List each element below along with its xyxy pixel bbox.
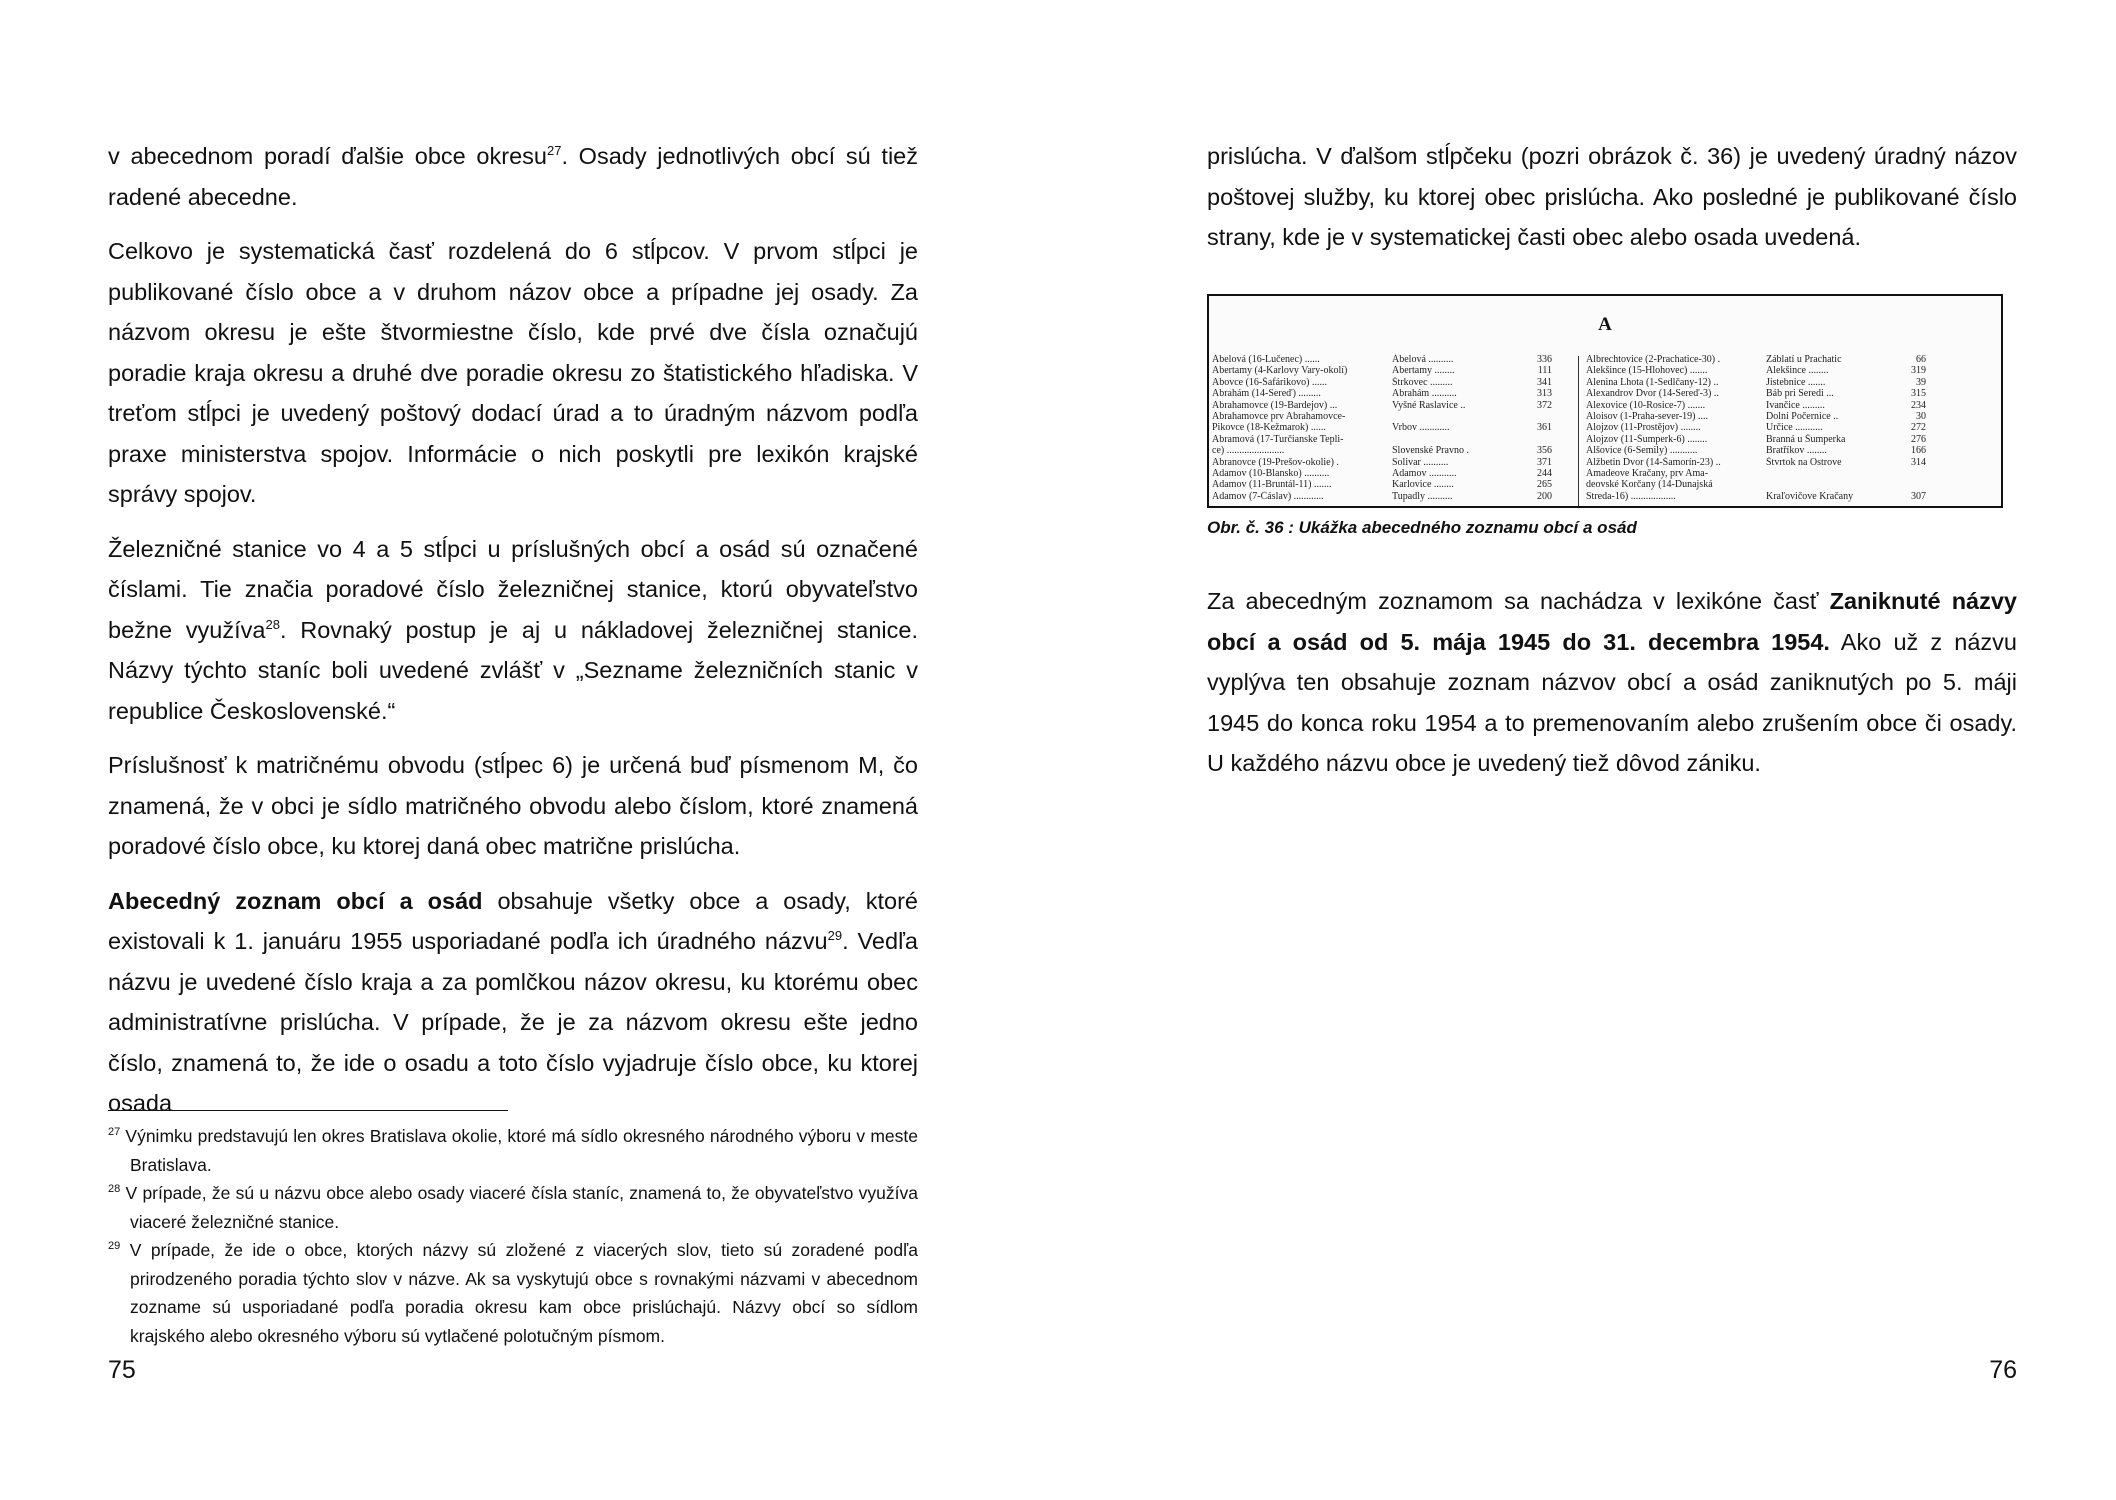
figure-cell-c1: ce) ....................... [1212, 445, 1285, 457]
figure-cell-c3: 265 [1537, 479, 1552, 491]
right-page [1207, 0, 2017, 1500]
figure-cell-c3: 314 [1911, 456, 1926, 468]
footnote-text: V prípade, že ide o obce, ktorých názvy sú zložené z viacerých slov, tieto sú zoradené podľa prirodzeného poradia týchto slov v názve. Ak sa vyskytujú obce s rovnakými názvami v abecednom zozname sú usporiadané podľa poradia okresu kam obce prislúchajú. Názvy obcí so sídlom krajského alebo okresného výboru sú vytlačené polotučným písmom. [129, 1240, 918, 1346]
figure-cell-c1: Adamov (10-Blansko) .......... [1212, 468, 1330, 480]
figure-cell-c3: 272 [1911, 422, 1926, 434]
text-span: . Osady jednotlivých obcí sú tiež radené abecedne. [108, 143, 918, 210]
figure-cell-c3: 200 [1537, 490, 1552, 502]
bold-term: Zaniknuté názvy obcí a osád od 5. mája 1945 do 31. decembra 1954. [1207, 588, 2018, 655]
figure-cell-c2: Slovenské Pravno . [1392, 445, 1469, 457]
figure-row [1212, 388, 1577, 399]
figure-row [1212, 354, 1577, 365]
figure-cell-c2: Abertamy ........ [1392, 365, 1455, 377]
text-span: Železničné stanice vo 4 a 5 stĺpci u príslušných obcí a osád sú označené číslami. Tie značia poradové číslo železničnej stanice, ktorú obyvateľstvo bežne využíva [108, 535, 918, 643]
figure-letter-heading: A [1598, 314, 1612, 335]
text-span: v abecednom poradí ďalšie obce okresu [108, 143, 547, 169]
figure-cell-c3: 336 [1537, 354, 1552, 365]
figure-cell-c2: Dolní Počernice .. [1766, 411, 1839, 423]
figure-cell-c3 [1512, 434, 1552, 445]
figure-cell-c1: Abrahám (14-Sereď) ......... [1212, 388, 1321, 400]
figure-cell-c2: Ivančice ......... [1766, 399, 1825, 411]
figure-cell-c2: Adamov ........... [1392, 468, 1457, 480]
footnotes [108, 1122, 918, 1350]
figure-cell-c2: Abrahám .......... [1392, 388, 1457, 400]
figure-row [1212, 422, 1577, 433]
text-span: Ako už z názvu vyplýva ten obsahuje zoznam názvov obcí a osád zaniknutých po 5. máji 1945 do konca roku 1954 a to premenovaním alebo zrušením obce či osady. U každého názvu obce je uvedený tiež dôvod zániku. [1207, 628, 2017, 776]
figure-cell-c1: Alenina Lhota (1-Sedlčany-12) .. [1586, 376, 1719, 388]
figure-cell-c3: 234 [1911, 399, 1926, 411]
figure-cell-c3 [1886, 468, 1926, 479]
figure-cell-c2 [1766, 479, 1886, 490]
figure-row [1586, 457, 1951, 468]
figure-row [1212, 479, 1577, 490]
figure-row [1586, 445, 1951, 456]
figure-cell-c1: Abrahamovce prv Abrahamovce- [1212, 411, 1346, 423]
footnote-number: 27 [108, 1126, 121, 1139]
text-span: . Rovnaký postup je aj u nákladovej železničnej stanice. Názvy týchto staníc boli uvedené zvlášť v „Seznamе železničních stanic v republice Československé.“ [108, 616, 918, 724]
figure-cell-c1: Amadeove Kračany, prv Ama- [1586, 468, 1709, 480]
footnote-ref[interactable]: 29 [827, 928, 843, 944]
figure-row [1586, 491, 1951, 502]
figure-cell-c2: Solivar .......... [1392, 456, 1449, 468]
figure-cell-c3: 244 [1537, 468, 1552, 480]
figure-cell-c3 [1512, 411, 1552, 422]
paragraph: Celkovo je systematická časť rozdelená do 6 stĺpcov. V prvom stĺpci je publikované číslo obce a v druhom názov obce a prípadne jej osady. Za názvom okresu je ešte štvormiestne číslo, kde prvé dve čísla označujú poradie kraja okresu a druhé dve poradie okresu zo štatistického hľadiska. V treťom stĺpci je uvedený poštový dodací úrad a to úradným názvom podľa praxe ministerstva spojov. Informácie o nich poskytli pre lexikón krajské správy spojov. [108, 238, 918, 507]
text-span: Za abecedným zoznamom sa nachádza v lexikóne časť [1207, 588, 1830, 614]
figure-row [1586, 468, 1951, 479]
figure-cell-c1: Abovce (16-Šafárikovo) ...... [1212, 376, 1327, 388]
figure-cell-c2 [1766, 468, 1886, 479]
figure-cell-c3: 111 [1537, 365, 1552, 377]
figure-column-right [1586, 354, 1951, 502]
figure-row [1586, 354, 1951, 365]
paragraph [108, 136, 918, 217]
figure-cell-c1: Albrechtovice (2-Prachatice-30) . [1586, 354, 1721, 365]
figure-cell-c1: Abranovce (19-Prešov-okolie) . [1212, 456, 1339, 468]
figure-caption: Obr. č. 36 : Ukážka abecedného zoznamu obcí a osád [1207, 518, 1637, 537]
figure-cell-c2: Štvrtok na Ostrove [1766, 456, 1842, 468]
figure-row [1212, 457, 1577, 468]
figure-cell-c3: 307 [1911, 490, 1926, 502]
figure-cell-c2: Jistebnice ....... [1766, 376, 1826, 388]
figure-cell-c2: Ábelová .......... [1392, 354, 1454, 365]
figure-cell-c1: Abertamy (4-Karlovy Vary-okolí) [1212, 365, 1348, 377]
figure-cell-c3 [1886, 479, 1926, 490]
figure-column-divider [1578, 356, 1579, 506]
figure-cell-c3: 66 [1916, 354, 1926, 365]
figure-cell-c3: 356 [1537, 445, 1552, 457]
left-page [108, 0, 918, 1500]
figure-cell-c1: Abramová (17-Turčianske Tepli- [1212, 433, 1344, 445]
right-page-body [1207, 136, 2017, 272]
figure-cell-c3: 313 [1537, 388, 1552, 400]
figure-row [1586, 411, 1951, 422]
figure-cell-c1: Ábelová (16-Lučenec) ...... [1212, 354, 1320, 365]
right-page-body-2 [1207, 581, 2017, 798]
figure-cell-c2: Určice ........... [1766, 422, 1823, 434]
footnote [108, 1122, 918, 1179]
figure-cell-c1: Pikovce (18-Kežmarok) ...... [1212, 422, 1326, 434]
paragraph [1207, 581, 2017, 784]
figure-cell-c2: Vyšné Raslavice .. [1392, 399, 1466, 411]
figure-row [1212, 365, 1577, 376]
left-page-body [108, 136, 918, 1138]
figure-row [1586, 479, 1951, 490]
text-span: obsahuje všetky obce a osady, ktoré existovali k 1. januáru 1955 usporiadané podľa ich úradného názvu [108, 887, 918, 954]
footnote [108, 1179, 918, 1236]
footnote-ref[interactable]: 28 [265, 616, 280, 632]
paragraph: prislúcha. V ďalšom stĺpčeku (pozri obrázok č. 36) je uvedený úradný názov poštovej služby, ku ktorej obec prislúcha. Ako posledné je publikované číslo strany, kde je v systematickej časti obec alebo osada uvedená. [1207, 143, 2017, 250]
figure-cell-c2: Báb pri Seredi ... [1766, 388, 1834, 400]
figure-cell-c1: Adamov (7-Čáslav) ............ [1212, 490, 1324, 502]
footnote-ref[interactable]: 27 [546, 143, 562, 159]
figure-alphabetical-list [1207, 294, 2003, 508]
figure-row [1586, 377, 1951, 388]
figure-row [1212, 445, 1577, 456]
figure-row [1212, 434, 1577, 445]
footnote-text: Výnimku predstavujú len okres Bratislava okolie, ktoré má sídlo okresného národného výboru v meste Bratislava. [125, 1126, 918, 1175]
footnote-text: V prípade, že sú u názvu obce alebo osady viaceré čísla staníc, znamená to, že obyvateľstvo využíva viaceré železničné stanice. [125, 1183, 918, 1232]
figure-cell-c3: 315 [1911, 388, 1926, 400]
figure-cell-c2 [1392, 434, 1512, 445]
figure-cell-c3: 319 [1911, 365, 1926, 377]
figure-row [1212, 400, 1577, 411]
figure-cell-c1: Alekšince (15-Hlohovec) ....... [1586, 365, 1708, 377]
figure-row [1586, 365, 1951, 376]
figure-cell-c2: Tupadly .......... [1392, 490, 1453, 502]
figure-cell-c2: Vrbov ............ [1392, 422, 1450, 434]
paragraph: Príslušnosť k matričnému obvodu (stĺpec 6) je určená buď písmenom M, čo znamená, že v obci je sídlo matričného obvodu alebo číslom, ktoré znamená poradové číslo obce, ku ktorej daná obec matrične prislúcha. [108, 752, 918, 859]
page-number: 76 [1989, 1356, 2017, 1384]
figure-cell-c1: Abrahamovce (19-Bardejov) ... [1212, 399, 1338, 411]
figure-cell-c1: Alojzov (11-Prostějov) ........ [1586, 422, 1701, 434]
figure-row [1586, 434, 1951, 445]
paragraph [108, 529, 918, 732]
figure-cell-c1: deovské Korčany (14-Dunajská [1586, 479, 1713, 491]
figure-row [1586, 400, 1951, 411]
figure-cell-c3: 371 [1537, 456, 1552, 468]
bold-term: Abecedný zoznam obcí a osád [108, 887, 483, 914]
figure-cell-c2: Bratříkov ........ [1766, 445, 1827, 457]
text-span: . Vedľa názvu je uvedené číslo kraja a za pomlčkou názov okresu, ku ktorému obec administratívne prislúcha. V prípade, že je za názvom okresu ešte jedno číslo, znamená to, že ide o osadu a toto číslo vyjadruje číslo obce, ku ktorej osada [108, 928, 918, 1116]
figure-row [1212, 411, 1577, 422]
figure-cell-c3: 341 [1537, 376, 1552, 388]
figure-row [1212, 468, 1577, 479]
figure-cell-c2: Karlovice ........ [1392, 479, 1454, 491]
figure-cell-c3: 276 [1911, 433, 1926, 445]
figure-cell-c3: 361 [1537, 422, 1552, 434]
figure-cell-c2: Kraľovičove Kračany [1766, 490, 1854, 502]
figure-cell-c1: Adamov (11-Bruntál-11) ....... [1212, 479, 1332, 491]
footnote-number: 29 [108, 1240, 121, 1253]
footnote-separator [108, 1110, 508, 1111]
figure-cell-c1: Alexandrov Dvor (14-Sereď-3) .. [1586, 388, 1719, 400]
figure-cell-c1: Alžbetin Dvor (14-Šamorín-23) .. [1586, 456, 1721, 468]
figure-cell-c1: Alšovice (6-Semily) ........... [1586, 445, 1698, 457]
figure-cell-c2: Štrkovec ......... [1392, 376, 1453, 388]
figure-cell-c3: 39 [1916, 376, 1926, 388]
figure-cell-c2: Alekšince ........ [1766, 365, 1829, 377]
figure-row [1586, 388, 1951, 399]
figure-row [1586, 422, 1951, 433]
figure-cell-c3: 166 [1911, 445, 1926, 457]
figure-row [1212, 377, 1577, 388]
figure-cell-c2: Záblatí u Prachatic [1766, 354, 1842, 365]
paragraph [108, 881, 918, 1124]
figure-cell-c3: 30 [1916, 411, 1926, 423]
figure-cell-c1: Streda-16) .................. [1586, 490, 1676, 502]
figure-cell-c3: 372 [1537, 399, 1552, 411]
figure-cell-c2 [1392, 411, 1512, 422]
figure-cell-c2: Branná u Šumperka [1766, 433, 1846, 445]
footnote [108, 1236, 918, 1350]
footnote-number: 28 [108, 1183, 121, 1196]
figure-cell-c1: Alexovice (10-Rosice-7) ....... [1586, 399, 1706, 411]
figure-column-left [1212, 354, 1577, 502]
figure-cell-c1: Aloisov (1-Praha-sever-19) .... [1586, 411, 1708, 423]
figure-cell-c1: Alojzov (11-Šumperk-6) ........ [1586, 433, 1708, 445]
figure-row [1212, 491, 1577, 502]
page-number: 75 [108, 1356, 136, 1384]
